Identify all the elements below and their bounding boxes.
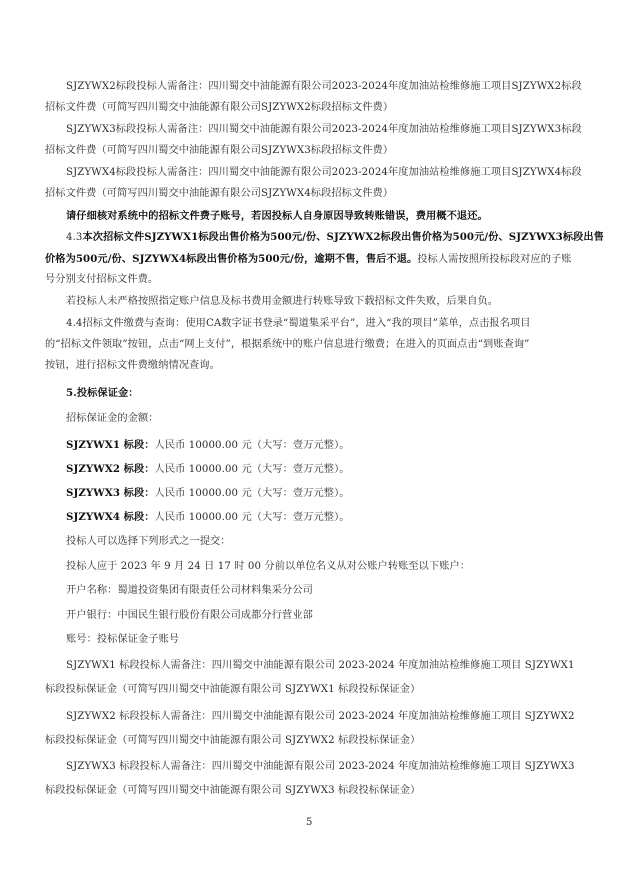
page-number: 5 — [306, 817, 313, 828]
bid-section-label: SJZYWX3 标段： — [66, 487, 155, 499]
bid-section-row — [66, 438, 350, 453]
text-line: SJZYWX2 标段投标人需备注：四川蜀交中油能源有限公司 2023-2024 年度加油站检维修施工项目 SJZYWX2 — [66, 711, 575, 722]
section-number: 4.3 — [66, 232, 83, 243]
account-number: 账号：投标保证金子账号 — [66, 634, 180, 645]
price-statement: 价格为500元/份、SJZYWX4标段出售价格为500元/份，逾期不售，售后不退。 — [45, 253, 418, 265]
text-line: SJZYWX2标段投标人需备注：四川蜀交中油能源有限公司2023-2024年度加油站检维修施工项目SJZYWX2标段 — [66, 81, 582, 92]
text-line: 4.4招标文件缴费与查询：使用CA数字证书登录“蜀道集采平台”，进入“我的项目”菜单，点击报名项目 — [66, 318, 531, 329]
bid-section-label: SJZYWX2 标段： — [66, 463, 155, 475]
text-line — [45, 252, 572, 267]
text-line: 投标人应于 2023 年 9 月 24 日 17 时 00 分前以单位名义从对公账户转账至以下账户： — [66, 561, 471, 572]
text-line: SJZYWX1 标段投标人需备注：四川蜀交中油能源有限公司 2023-2024 年度加油站检维修施工项目 SJZYWX1 — [66, 660, 575, 671]
bid-section-row — [66, 510, 350, 525]
text-line: SJZYWX3标段投标人需备注：四川蜀交中油能源有限公司2023-2024年度加油站检维修施工项目SJZYWX3标段 — [66, 124, 582, 135]
warning-note: 请仔细核对系统中的招标文件费子账号，若因投标人自身原因导致转账错误，费用概不退还。 — [66, 210, 488, 222]
bid-amount: 人民币 10000.00 元（大写：壹万元整）。 — [154, 464, 350, 475]
text-line: 的“招标文件领取”按钮，点击“网上支付”，根据系统中的账户信息进行缴费；在进入的页面点击“到账查询” — [45, 339, 530, 350]
text-fragment: 投标人需按照所投标段对应的子账 — [417, 254, 572, 265]
text-line: 招标文件费（可简写四川蜀交中油能源有限公司SJZYWX3标段招标文件费） — [45, 145, 394, 156]
bid-section-label: SJZYWX4 标段： — [66, 511, 155, 523]
account-name: 开户名称：蜀道投资集团有限责任公司材料集采分公司 — [66, 585, 313, 596]
text-line: 标段投标保证金（可简写四川蜀交中油能源有限公司 SJZYWX3 标段投标保证金） — [45, 785, 421, 796]
bid-section-row — [66, 486, 350, 501]
text-line: 投标人可以选择下列形式之一提交： — [66, 536, 231, 547]
account-bank: 开户银行：中国民生银行股份有限公司成都分行营业部 — [66, 610, 313, 621]
text-line: 按钮，进行招标文件费缴纳情况查询。 — [45, 360, 220, 371]
text-line: 号分别支付招标文件费。 — [45, 274, 159, 285]
text-line — [66, 230, 604, 245]
text-line: 标段投标保证金（可简写四川蜀交中油能源有限公司 SJZYWX2 标段投标保证金） — [45, 735, 421, 746]
text-line: 招标文件费（可简写四川蜀交中油能源有限公司SJZYWX4标段招标文件费） — [45, 188, 394, 199]
text-line: 招标文件费（可简写四川蜀交中油能源有限公司SJZYWX2标段招标文件费） — [45, 102, 394, 113]
text-line: 标段投标保证金（可简写四川蜀交中油能源有限公司 SJZYWX1 标段投标保证金） — [45, 684, 421, 695]
text-line: SJZYWX3 标段投标人需备注：四川蜀交中油能源有限公司 2023-2024 年度加油站检维修施工项目 SJZYWX3 — [66, 761, 575, 772]
bid-section-label: SJZYWX1 标段： — [66, 439, 155, 451]
bid-amount: 人民币 10000.00 元（大写：壹万元整）。 — [154, 488, 350, 499]
bid-amount: 人民币 10000.00 元（大写：壹万元整）。 — [154, 440, 350, 451]
bid-amount: 人民币 10000.00 元（大写：壹万元整）。 — [154, 512, 350, 523]
bid-section-row — [66, 462, 350, 477]
text-line: 招标保证金的金额： — [66, 413, 159, 424]
text-line: 若投标人未严格按照指定账户信息及标书费用金额进行转账导致下载招标文件失败，后果自负。 — [66, 296, 499, 307]
price-statement: 本次招标文件SJZYWX1标段出售价格为500元/份、SJZYWX2标段出售价格为500元/份、SJZYWX3标段出售 — [82, 231, 604, 243]
section-heading: 5.投标保证金： — [66, 387, 139, 399]
text-line: SJZYWX4标段投标人需备注：四川蜀交中油能源有限公司2023-2024年度加油站检维修施工项目SJZYWX4标段 — [66, 167, 582, 178]
